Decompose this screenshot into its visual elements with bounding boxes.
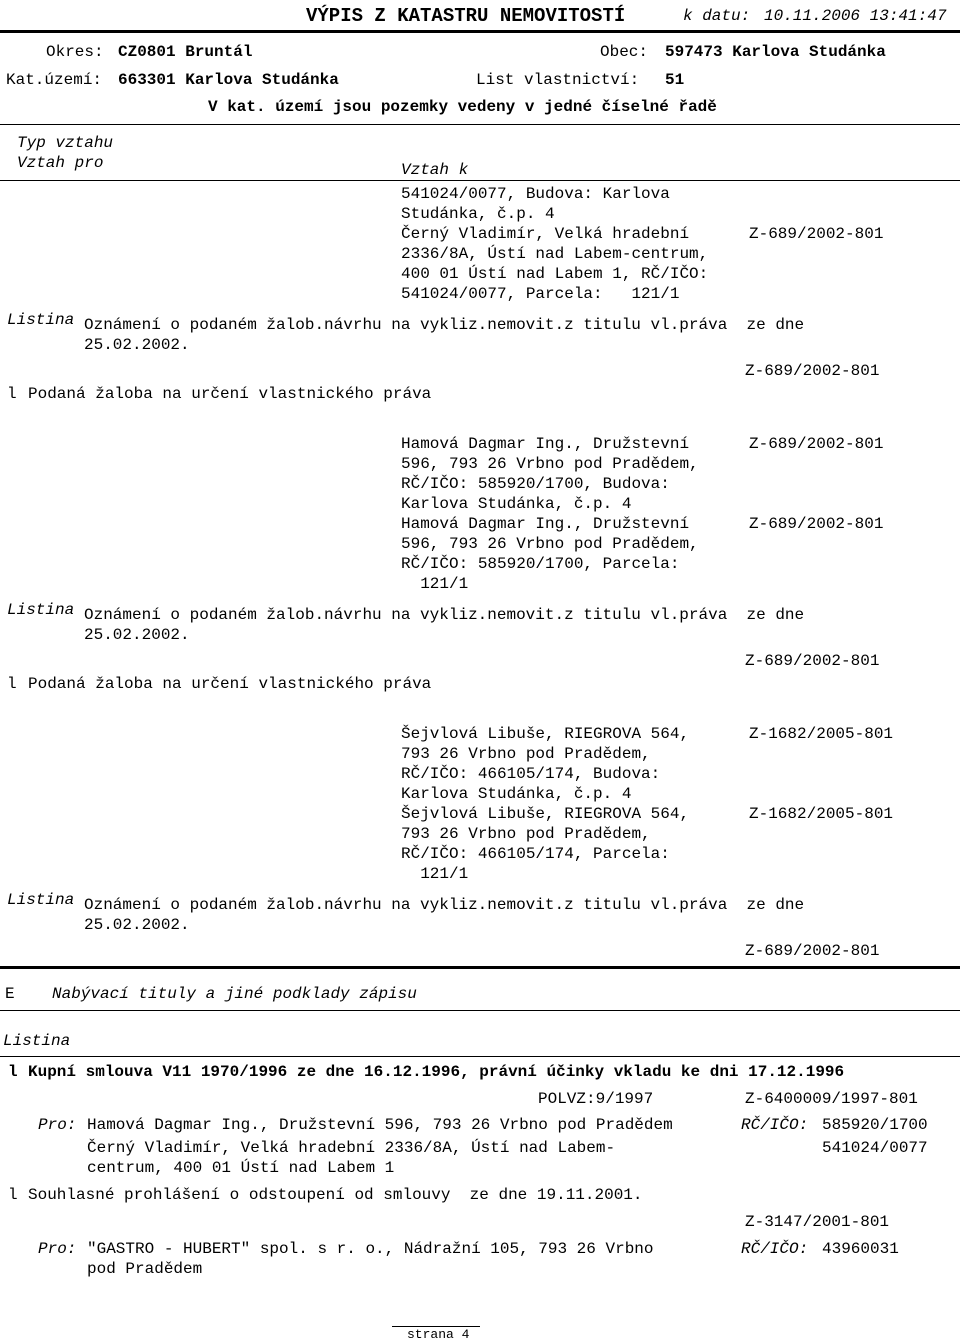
date-value: 10.11.2006 13:41:47 [764,7,947,25]
block1-line: Studánka, č.p. 4 [401,205,555,223]
block3-line: Šejvlová Libuše, RIEGROVA 564, [401,725,690,743]
item2-text: Souhlasné prohlášení o odstoupení od smlouvy ze dne 19.11.2001. [28,1186,643,1204]
block1-bullet: l [7,385,17,403]
item1-text: Kupní smlouva V11 1970/1996 ze dne 16.12.1996, právní účinky vkladu ke dni 17.12.1996 [28,1063,845,1081]
lv-value: 51 [665,71,685,89]
section-e-listina-rule [0,1056,960,1057]
block3-line: 793 26 Vrbno pod Pradědem, [401,745,651,763]
block1-listina-date: 25.02.2002. [84,336,190,354]
katuzemi-label: Kat.území: [6,71,103,89]
obec-label: Obec: [600,43,649,61]
block2-listina-date: 25.02.2002. [84,626,190,644]
subtitle-rule [0,124,960,125]
item1-rc-1: 585920/1700 [822,1116,928,1134]
block1-listina-label: Listina [7,311,75,329]
page-number: strana 4 [407,1327,470,1342]
okres-label: Okres: [46,43,104,61]
block3-line: Šejvlová Libuše, RIEGROVA 564, [401,805,690,823]
block1-line: Černý Vladimír, Velká hradební [401,225,690,243]
block1-ref: Z-689/2002-801 [749,225,884,243]
item2-pro-label: Pro: [38,1240,77,1258]
block1-line: 2336/8A, Ústí nad Labem-centrum, [401,245,709,263]
date-label: k datu: [683,7,751,25]
document-title: VÝPIS Z KATASTRU NEMOVITOSTÍ [306,5,626,27]
section-e-listina-label: Listina [3,1032,71,1050]
item1-polvz: POLVZ:9/1997 [538,1090,654,1108]
block3-listina-label: Listina [7,891,75,909]
section-e-title: Nabývací tituly a jiné podklady zápisu [52,985,417,1003]
block3-line: RČ/IČO: 466105/174, Parcela: [401,845,670,863]
block2-line: Karlova Studánka, č.p. 4 [401,495,632,513]
item2-pro-a: "GASTRO - HUBERT" spol. s r. o., Nádražní 105, 793 26 Vrbno [87,1240,654,1258]
block1-podana-text: Podaná žaloba na určení vlastnického práva [28,385,432,403]
item1-bullet: l [8,1063,18,1081]
item2-bullet: l [8,1186,18,1204]
block2-line: RČ/IČO: 585920/1700, Parcela: [401,555,680,573]
block3-line: RČ/IČO: 466105/174, Budova: [401,765,661,783]
block3-listina-text: Oznámení o podaném žalob.návrhu na vykliz.nemovit.z titulu vl.práva ze dne [84,896,805,914]
item2-rc-label: RČ/IČO: [741,1240,809,1258]
block3-ref-a: Z-1682/2005-801 [749,725,894,743]
block1-line: 541024/0077, Parcela: 121/1 [401,285,680,303]
block2-listina-ref: Z-689/2002-801 [745,652,880,670]
header-rule [0,30,960,33]
block1-listina-ref: Z-689/2002-801 [745,362,880,380]
block3-line: Karlova Studánka, č.p. 4 [401,785,632,803]
block1-line: 400 01 Ústí nad Labem 1, RČ/IČO: [401,265,709,283]
block1-line: 541024/0077, Budova: Karlova [401,185,670,203]
item1-pro-2a: Černý Vladimír, Velká hradební 2336/8A, Ústí nad Labem- [87,1139,616,1157]
typ-vztahu-header: Typ vztahu [17,134,114,152]
block2-line: Hamová Dagmar Ing., Družstevní [401,435,690,453]
item2-pro-b: pod Pradědem [87,1260,203,1278]
block3-listina-date: 25.02.2002. [84,916,190,934]
block2-line: Hamová Dagmar Ing., Družstevní [401,515,690,533]
katuzemi-value: 663301 Karlova Studánka [118,71,339,89]
block2-line: 596, 793 26 Vrbno pod Pradědem, [401,535,699,553]
block2-line: 121/1 [401,575,469,593]
block1-listina-text: Oznámení o podaném žalob.návrhu na vykliz.nemovit.z titulu vl.práva ze dne [84,316,805,334]
lv-label: List vlastnictví: [476,71,640,89]
item2-rc: 43960031 [822,1240,899,1258]
block2-listina-label: Listina [7,601,75,619]
block3-line: 793 26 Vrbno pod Pradědem, [401,825,651,843]
block2-podana-text: Podaná žaloba na určení vlastnického práva [28,675,432,693]
block2-ref-a: Z-689/2002-801 [749,435,884,453]
block2-line: RČ/IČO: 585920/1700, Budova: [401,475,670,493]
vztah-pro-header: Vztah pro [17,154,104,172]
block2-ref-b: Z-689/2002-801 [749,515,884,533]
table-head-rule [0,180,960,181]
obec-value: 597473 Karlova Studánka [665,43,886,61]
block2-listina-text: Oznámení o podaném žalob.návrhu na vykliz.nemovit.z titulu vl.práva ze dne [84,606,805,624]
section-e-rule [0,966,960,969]
block2-line: 596, 793 26 Vrbno pod Pradědem, [401,455,699,473]
item2-ref: Z-3147/2001-801 [745,1213,890,1231]
item1-ref: Z-6400009/1997-801 [745,1090,918,1108]
okres-value: CZ0801 Bruntál [118,43,253,61]
item1-pro-2b: centrum, 400 01 Ústí nad Labem 1 [87,1159,395,1177]
item1-pro-1: Hamová Dagmar Ing., Družstevní 596, 793 26 Vrbno pod Pradědem [87,1116,673,1134]
subtitle: V kat. území jsou pozemky vedeny v jedné číselné řadě [208,98,717,116]
block3-line: 121/1 [401,865,469,883]
block3-ref-b: Z-1682/2005-801 [749,805,894,823]
block2-bullet: l [7,675,17,693]
item1-rc-label: RČ/IČO: [741,1116,809,1134]
section-e-title-rule [0,1010,960,1011]
item1-pro-label: Pro: [38,1116,77,1134]
section-e-letter: E [5,985,15,1003]
vztah-k-header: Vztah k [401,161,469,179]
item1-rc-2: 541024/0077 [822,1139,928,1157]
block3-listina-ref: Z-689/2002-801 [745,942,880,960]
